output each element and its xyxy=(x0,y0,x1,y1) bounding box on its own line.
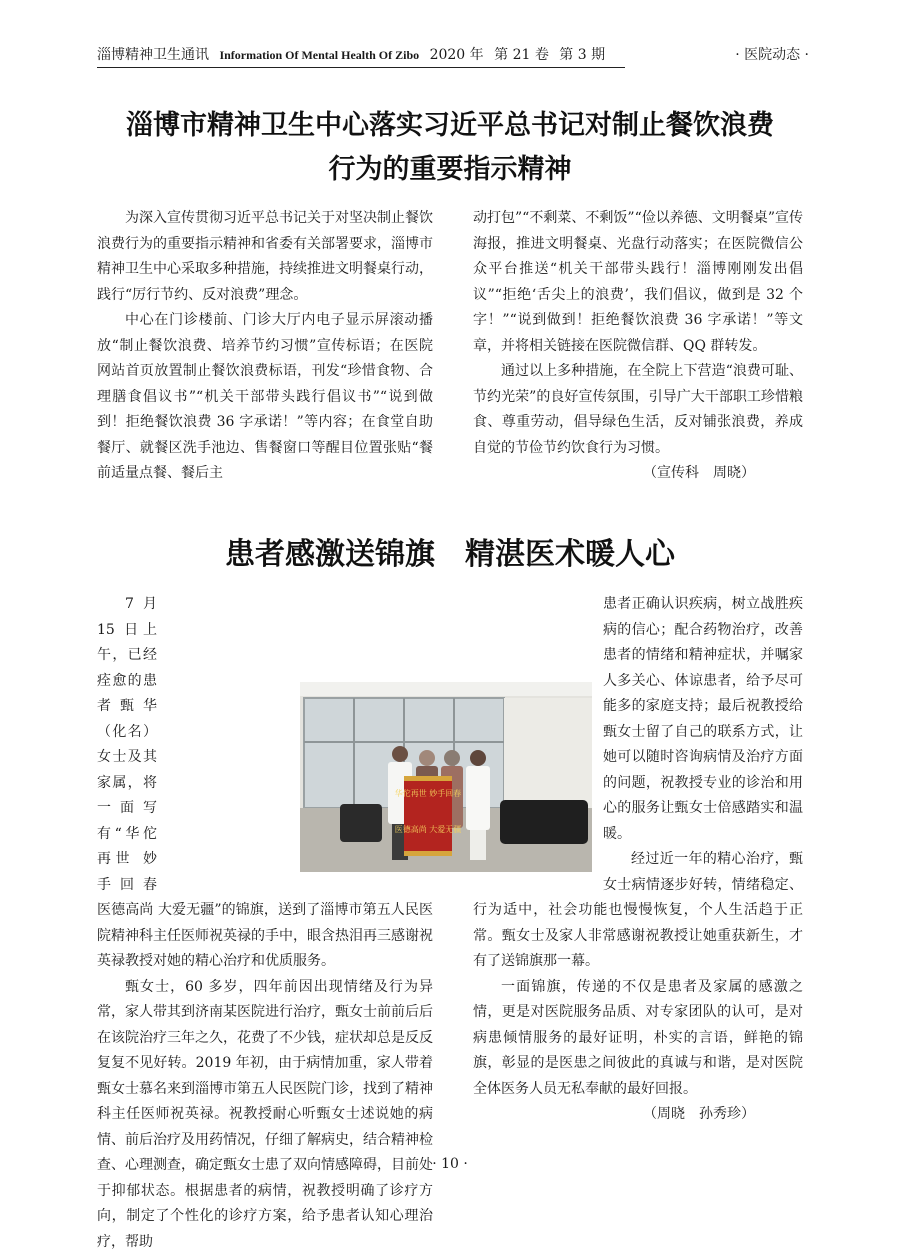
journal-issue: 第 3 期 xyxy=(559,47,605,63)
article2-paragraph-1: 7 月 15 日上午，已经痊愈的患者甄华（化名）女士及其家属，将一面写有“华佗再世 妙手回春 医德高尚 大爱无疆”的锦旗，送到了淄博市第五人民医院精神科主任医师祝英禄的手中，眼含热泪再三感谢祝英禄教授对她的精心治疗和优质服务。 xyxy=(97,592,433,975)
article2-title: 患者感激送锦旗 精湛医术暖人心 xyxy=(80,533,820,577)
banner-text-right: 医德高尚 大爱无疆 xyxy=(395,824,462,834)
article1-title-line1: 淄博市精神卫生中心落实习近平总书记对制止餐饮浪费 xyxy=(80,104,820,148)
section-label: · 医院动态 · xyxy=(735,44,809,64)
journal-info xyxy=(97,44,625,68)
article1-title-line2: 行为的重要指示精神 xyxy=(80,148,820,192)
article1-paragraph-2: 中心在门诊楼前、门诊大厅内电子显示屏滚动播放“制止餐饮浪费、培养节约习惯”宣传标语；在医院网站首页放置制止餐饮浪费标语，刊发“珍惜食物、合理膳食倡议书”“机关干部带头践行倡议书”“说到做到！拒绝餐饮浪费 36 字承诺！”等内容；在食堂自助餐厅、就餐区洗手池边、售餐窗口等醒目位置张贴“餐前适量点餐、餐后主 xyxy=(97,308,433,487)
article1-right-column xyxy=(473,206,803,487)
article2-paragraph-4: 一面锦旗，传递的不仅是患者及家属的感激之情，更是对医院服务品质、对专家团队的认可，是对病患倾情服务的最好证明，朴实的言语，鲜艳的锦旗，彰显的是医患之间彼此的真诚与和谐，是对医院全体医务人员无私奉献的最好回报。 xyxy=(473,975,803,1103)
article2-signature: （周晓 孙秀珍） xyxy=(473,1102,803,1128)
article1-paragraph-3: 通过以上多种措施，在全院上下营造“浪费可耻、节约光荣”的良好宣传氛围，引导广大干部职工珍惜粮食、尊重劳动，倡导绿色生活，反对铺张浪费，养成自觉的节俭节约饮食行为习惯。 xyxy=(473,359,803,461)
journal-volume: 第 21 卷 xyxy=(494,47,549,63)
running-header xyxy=(97,40,809,64)
journal-year: 2020 年 xyxy=(430,47,484,63)
article1-paragraph-1: 为深入宣传贯彻习近平总书记关于对坚决制止餐饮浪费行为的重要指示精神和省委有关部署要求，淄博市精神卫生中心采取多种措施，持续推进文明餐桌行动，践行“厉行节约、反对浪费”理念。 xyxy=(97,206,433,308)
banner-presentation-photo xyxy=(300,682,592,872)
article2-paragraph-2-cont: 患者正确认识疾病，树立战胜疾病的信心；配合药物治疗，改善患者的情绪和精神症状，并嘱家人多关心、体谅患者，给予尽可能多的家庭支持；最后祝教授给甄女士留了自己的联系方式，让她可以随时咨询病情及治疗方面的问题，祝教授专业的诊治和用心的服务让甄女士倍感踏实和温暖。 xyxy=(473,592,803,847)
journal-name-en: Information Of Mental Health Of Zibo xyxy=(219,48,419,62)
article1-title xyxy=(80,104,820,192)
photo-illustration xyxy=(300,682,592,872)
photo-wrap-spacer-left xyxy=(157,669,293,875)
journal-name-cn: 淄博精神卫生通讯 xyxy=(97,47,209,63)
article1-signature: （宣传科 周晓） xyxy=(473,461,803,487)
article1-paragraph-2-cont: 动打包”“不剩菜、不剩饭”“俭以养德、文明餐桌”宣传海报，推进文明餐桌、光盘行动落实；在医院微信公众平台推送“机关干部带头践行！淄博刚刚发出倡议”“拒绝‘舌尖上的浪费’，我们倡议，做到是 32 个字！”“说到做到！拒绝餐饮浪费 36 字承诺！”等文章，并将相关链接在医院微信群、QQ 群转发。 xyxy=(473,206,803,359)
article1-left-column xyxy=(97,206,433,487)
article2-paragraph-2: 甄女士，60 多岁，四年前因出现情绪及行为异常，家人带其到济南某医院进行治疗，甄女士前前后后在该院治疗三年之久，花费了不少钱，症状却总是反反复复不见好转。2019 年初，由于病情加重，家人带着甄女士慕名来到淄博市第五人民医院门诊，找到了精神科主任医师祝英禄。祝教授耐心听甄女士述说她的病情、前后治疗及用药情况，仔细了解病史，结合精神检查、心理测查，确定甄女士患了双向情感障碍，目前处于抑郁状态。根据患者的病情，祝教授明确了诊疗方向，制定了个性化的诊疗方案，给予患者认知心理治疗，帮助 xyxy=(97,975,433,1255)
article2-paragraph-3: 经过近一年的精心治疗，甄女士病情逐步好转，情绪稳定、行为适中，社会功能也慢慢恢复，个人生活趋于正常。甄女士及家人非常感谢祝教授让她重获新生，才有了送锦旗那一幕。 xyxy=(473,847,803,975)
page-number: · 10 · xyxy=(0,1156,900,1172)
banner-text-left: 华佗再世 妙手回春 xyxy=(395,788,462,798)
